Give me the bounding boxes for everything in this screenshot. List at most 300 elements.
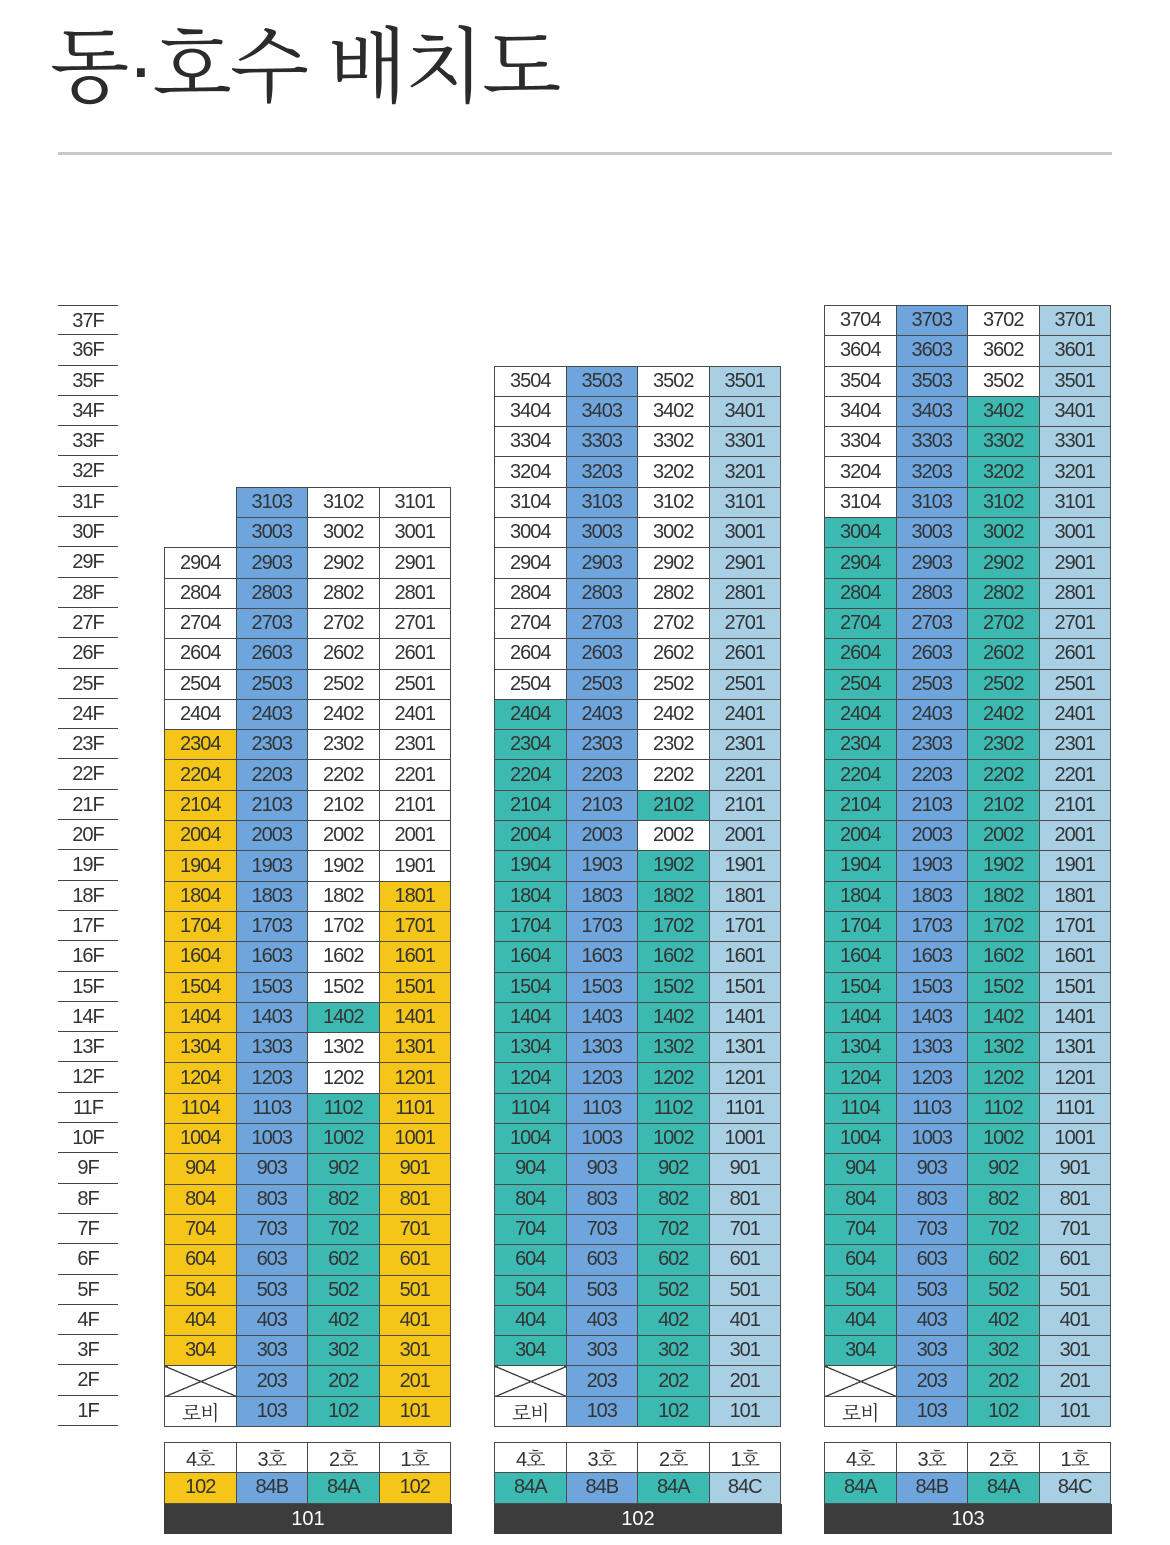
- unit-cell[interactable]: 2001: [709, 821, 781, 851]
- unit-cell[interactable]: 3602: [968, 336, 1040, 366]
- unit-cell[interactable]: 2403: [236, 699, 308, 729]
- unit-cell[interactable]: 2103: [896, 790, 968, 820]
- unit-cell[interactable]: 103: [236, 1396, 308, 1426]
- unit-cell[interactable]: 3102: [968, 487, 1040, 517]
- unit-cell[interactable]: 203: [896, 1366, 968, 1396]
- unit-cell[interactable]: 2302: [638, 730, 710, 760]
- unit-cell[interactable]: 2701: [1039, 608, 1111, 638]
- unit-cell[interactable]: 1104: [495, 1093, 567, 1123]
- unit-cell[interactable]: 2202: [308, 760, 380, 790]
- unit-cell[interactable]: 3103: [896, 487, 968, 517]
- unit-cell[interactable]: 1203: [236, 1063, 308, 1093]
- unit-cell[interactable]: 3502: [638, 366, 710, 396]
- unit-cell[interactable]: 1104: [165, 1093, 237, 1123]
- unit-cell[interactable]: 2003: [896, 821, 968, 851]
- unit-cell[interactable]: 3202: [968, 457, 1040, 487]
- unit-cell[interactable]: 3504: [495, 366, 567, 396]
- unit-cell[interactable]: 1703: [236, 911, 308, 941]
- unit-cell[interactable]: 2602: [638, 639, 710, 669]
- unit-cell[interactable]: 1604: [495, 942, 567, 972]
- unit-cell[interactable]: 1704: [495, 911, 567, 941]
- unit-cell[interactable]: 1502: [308, 972, 380, 1002]
- unit-cell[interactable]: 1001: [1039, 1124, 1111, 1154]
- unit-cell[interactable]: 502: [968, 1275, 1040, 1305]
- unit-cell[interactable]: 904: [825, 1154, 897, 1184]
- unit-cell[interactable]: 804: [495, 1184, 567, 1214]
- unit-cell[interactable]: 704: [495, 1214, 567, 1244]
- unit-cell[interactable]: 2902: [638, 548, 710, 578]
- unit-cell[interactable]: 3004: [825, 518, 897, 548]
- unit-cell[interactable]: 1902: [638, 851, 710, 881]
- unit-cell[interactable]: 303: [566, 1336, 638, 1366]
- unit-cell[interactable]: 901: [1039, 1154, 1111, 1184]
- unit-cell[interactable]: 504: [495, 1275, 567, 1305]
- unit-cell[interactable]: 1304: [495, 1033, 567, 1063]
- unit-cell[interactable]: 102: [638, 1396, 710, 1426]
- unit-cell[interactable]: 1501: [709, 972, 781, 1002]
- unit-cell[interactable]: 1801: [709, 881, 781, 911]
- unit-cell[interactable]: 3403: [566, 396, 638, 426]
- unit-cell[interactable]: 102: [968, 1396, 1040, 1426]
- unit-cell[interactable]: 603: [566, 1245, 638, 1275]
- unit-cell[interactable]: 203: [236, 1366, 308, 1396]
- unit-cell[interactable]: 2001: [1039, 821, 1111, 851]
- unit-cell[interactable]: 1302: [968, 1033, 1040, 1063]
- unit-cell[interactable]: 203: [566, 1366, 638, 1396]
- unit-cell[interactable]: 2404: [495, 699, 567, 729]
- unit-cell[interactable]: 2004: [495, 821, 567, 851]
- unit-cell[interactable]: 3701: [1039, 306, 1111, 336]
- unit-cell[interactable]: 1401: [709, 1002, 781, 1032]
- unit-cell[interactable]: 3502: [968, 366, 1040, 396]
- unit-cell[interactable]: 1804: [165, 881, 237, 911]
- unit-cell[interactable]: 2704: [165, 608, 237, 638]
- unit-cell[interactable]: 503: [896, 1275, 968, 1305]
- unit-cell[interactable]: 2802: [968, 578, 1040, 608]
- unit-cell[interactable]: 3504: [825, 366, 897, 396]
- unit-cell[interactable]: 2803: [896, 578, 968, 608]
- unit-cell[interactable]: 701: [709, 1214, 781, 1244]
- unit-cell[interactable]: 1101: [379, 1093, 451, 1123]
- unit-cell[interactable]: 1902: [968, 851, 1040, 881]
- unit-cell[interactable]: 704: [825, 1214, 897, 1244]
- unit-cell[interactable]: 2802: [308, 578, 380, 608]
- unit-cell[interactable]: 1603: [566, 942, 638, 972]
- unit-cell[interactable]: 502: [638, 1275, 710, 1305]
- unit-cell[interactable]: 904: [495, 1154, 567, 1184]
- unit-cell[interactable]: 901: [709, 1154, 781, 1184]
- unit-cell[interactable]: 3304: [495, 427, 567, 457]
- unit-cell[interactable]: 3201: [1039, 457, 1111, 487]
- unit-cell[interactable]: 2603: [236, 639, 308, 669]
- unit-cell[interactable]: 1202: [968, 1063, 1040, 1093]
- unit-cell[interactable]: 803: [566, 1184, 638, 1214]
- unit-cell[interactable]: 2701: [709, 608, 781, 638]
- unit-cell[interactable]: 2801: [379, 578, 451, 608]
- unit-cell[interactable]: 1103: [236, 1093, 308, 1123]
- unit-cell[interactable]: 801: [1039, 1184, 1111, 1214]
- unit-cell[interactable]: 1303: [236, 1033, 308, 1063]
- unit-cell[interactable]: 2401: [379, 699, 451, 729]
- unit-cell[interactable]: 703: [566, 1214, 638, 1244]
- unit-cell[interactable]: 3402: [968, 396, 1040, 426]
- unit-cell[interactable]: 2002: [968, 821, 1040, 851]
- unit-cell[interactable]: 2102: [638, 790, 710, 820]
- unit-cell[interactable]: 1903: [566, 851, 638, 881]
- unit-cell[interactable]: 2501: [379, 669, 451, 699]
- unit-cell[interactable]: 1003: [236, 1124, 308, 1154]
- unit-cell[interactable]: 1201: [379, 1063, 451, 1093]
- unit-cell[interactable]: 602: [638, 1245, 710, 1275]
- unit-cell[interactable]: 1002: [638, 1124, 710, 1154]
- unit-cell[interactable]: 101: [709, 1396, 781, 1426]
- unit-cell[interactable]: 2303: [896, 730, 968, 760]
- unit-cell[interactable]: 3001: [379, 518, 451, 548]
- unit-cell[interactable]: 3203: [566, 457, 638, 487]
- unit-cell[interactable]: 2804: [165, 578, 237, 608]
- unit-cell[interactable]: 2101: [1039, 790, 1111, 820]
- unit-cell[interactable]: 3603: [896, 336, 968, 366]
- unit-cell[interactable]: 1402: [968, 1002, 1040, 1032]
- unit-cell[interactable]: 703: [236, 1214, 308, 1244]
- unit-cell[interactable]: 2603: [896, 639, 968, 669]
- unit-cell[interactable]: 403: [236, 1305, 308, 1335]
- unit-cell[interactable]: 2903: [896, 548, 968, 578]
- unit-cell[interactable]: 1101: [1039, 1093, 1111, 1123]
- unit-cell[interactable]: 201: [379, 1366, 451, 1396]
- unit-cell[interactable]: 2502: [308, 669, 380, 699]
- unit-cell[interactable]: 2904: [495, 548, 567, 578]
- unit-cell[interactable]: 3101: [379, 487, 451, 517]
- unit-cell[interactable]: 1604: [165, 942, 237, 972]
- unit-cell[interactable]: 1204: [165, 1063, 237, 1093]
- unit-cell[interactable]: 2504: [165, 669, 237, 699]
- unit-cell[interactable]: 902: [308, 1154, 380, 1184]
- unit-cell[interactable]: 1503: [566, 972, 638, 1002]
- unit-cell[interactable]: 302: [638, 1336, 710, 1366]
- unit-cell[interactable]: 2802: [638, 578, 710, 608]
- unit-cell[interactable]: 103: [896, 1396, 968, 1426]
- unit-cell[interactable]: 2303: [236, 730, 308, 760]
- unit-cell[interactable]: 2201: [379, 760, 451, 790]
- unit-cell[interactable]: 2501: [1039, 669, 1111, 699]
- unit-cell[interactable]: 1601: [709, 942, 781, 972]
- unit-cell[interactable]: 601: [1039, 1245, 1111, 1275]
- unit-cell[interactable]: 2002: [638, 821, 710, 851]
- unit-cell[interactable]: 2304: [165, 730, 237, 760]
- unit-cell[interactable]: 1903: [236, 851, 308, 881]
- unit-cell[interactable]: 3002: [308, 518, 380, 548]
- unit-cell[interactable]: 1501: [379, 972, 451, 1002]
- unit-cell[interactable]: 102: [308, 1396, 380, 1426]
- unit-cell[interactable]: 903: [566, 1154, 638, 1184]
- unit-cell[interactable]: 904: [165, 1154, 237, 1184]
- unit-cell[interactable]: 2302: [968, 730, 1040, 760]
- unit-cell[interactable]: 2302: [308, 730, 380, 760]
- unit-cell[interactable]: 202: [968, 1366, 1040, 1396]
- unit-cell[interactable]: 1103: [566, 1093, 638, 1123]
- unit-cell[interactable]: 1803: [236, 881, 308, 911]
- unit-cell[interactable]: 2102: [308, 790, 380, 820]
- unit-cell[interactable]: 1701: [379, 911, 451, 941]
- unit-cell[interactable]: 1103: [896, 1093, 968, 1123]
- unit-cell[interactable]: 1304: [825, 1033, 897, 1063]
- unit-cell[interactable]: 1603: [896, 942, 968, 972]
- unit-cell[interactable]: 2402: [308, 699, 380, 729]
- unit-cell[interactable]: 702: [968, 1214, 1040, 1244]
- unit-cell[interactable]: 803: [896, 1184, 968, 1214]
- unit-cell[interactable]: 1601: [1039, 942, 1111, 972]
- unit-cell[interactable]: 801: [379, 1184, 451, 1214]
- unit-cell[interactable]: 2404: [825, 699, 897, 729]
- unit-cell[interactable]: 2401: [709, 699, 781, 729]
- unit-cell[interactable]: 303: [896, 1336, 968, 1366]
- unit-cell[interactable]: 3103: [566, 487, 638, 517]
- unit-cell[interactable]: 1304: [165, 1033, 237, 1063]
- unit-cell[interactable]: 3303: [566, 427, 638, 457]
- unit-cell[interactable]: 2204: [825, 760, 897, 790]
- unit-cell[interactable]: 3704: [825, 306, 897, 336]
- unit-cell[interactable]: 3201: [709, 457, 781, 487]
- unit-cell[interactable]: 3601: [1039, 336, 1111, 366]
- unit-cell[interactable]: 1403: [236, 1002, 308, 1032]
- unit-cell[interactable]: 3604: [825, 336, 897, 366]
- unit-cell[interactable]: 703: [896, 1214, 968, 1244]
- unit-cell[interactable]: 2901: [709, 548, 781, 578]
- unit-cell[interactable]: 402: [638, 1305, 710, 1335]
- unit-cell[interactable]: 1704: [165, 911, 237, 941]
- unit-cell[interactable]: 504: [825, 1275, 897, 1305]
- unit-cell[interactable]: 403: [566, 1305, 638, 1335]
- unit-cell[interactable]: 2501: [709, 669, 781, 699]
- unit-cell[interactable]: 801: [709, 1184, 781, 1214]
- unit-cell[interactable]: 503: [566, 1275, 638, 1305]
- unit-cell[interactable]: 2401: [1039, 699, 1111, 729]
- unit-cell[interactable]: 401: [1039, 1305, 1111, 1335]
- unit-cell[interactable]: 2503: [896, 669, 968, 699]
- unit-cell[interactable]: 1303: [566, 1033, 638, 1063]
- unit-cell[interactable]: 504: [165, 1275, 237, 1305]
- unit-cell[interactable]: 2603: [566, 639, 638, 669]
- unit-cell[interactable]: 1403: [566, 1002, 638, 1032]
- unit-cell[interactable]: 303: [236, 1336, 308, 1366]
- unit-cell[interactable]: 1404: [165, 1002, 237, 1032]
- unit-cell[interactable]: 2804: [495, 578, 567, 608]
- unit-cell[interactable]: 401: [709, 1305, 781, 1335]
- unit-cell[interactable]: 2704: [495, 608, 567, 638]
- unit-cell[interactable]: 1203: [896, 1063, 968, 1093]
- unit-cell[interactable]: 1503: [236, 972, 308, 1002]
- unit-cell[interactable]: 2104: [495, 790, 567, 820]
- unit-cell[interactable]: 1801: [379, 881, 451, 911]
- unit-cell[interactable]: 1803: [566, 881, 638, 911]
- unit-cell[interactable]: 1202: [308, 1063, 380, 1093]
- unit-cell[interactable]: 1003: [566, 1124, 638, 1154]
- unit-cell[interactable]: 903: [236, 1154, 308, 1184]
- unit-cell[interactable]: 3102: [308, 487, 380, 517]
- unit-cell[interactable]: 502: [308, 1275, 380, 1305]
- unit-cell[interactable]: 701: [379, 1214, 451, 1244]
- unit-cell[interactable]: 3002: [638, 518, 710, 548]
- unit-cell[interactable]: 604: [165, 1245, 237, 1275]
- unit-cell[interactable]: 704: [165, 1214, 237, 1244]
- unit-cell[interactable]: 2801: [1039, 578, 1111, 608]
- unit-cell[interactable]: 304: [165, 1336, 237, 1366]
- unit-cell[interactable]: 301: [1039, 1336, 1111, 1366]
- unit-cell[interactable]: 1903: [896, 851, 968, 881]
- unit-cell[interactable]: 1402: [308, 1002, 380, 1032]
- unit-cell[interactable]: 2502: [638, 669, 710, 699]
- unit-cell[interactable]: 1601: [379, 942, 451, 972]
- unit-cell[interactable]: 2203: [896, 760, 968, 790]
- unit-cell[interactable]: 2304: [495, 730, 567, 760]
- unit-cell[interactable]: 2703: [896, 608, 968, 638]
- unit-cell[interactable]: 3204: [825, 457, 897, 487]
- unit-cell[interactable]: 1501: [1039, 972, 1111, 1002]
- unit-cell[interactable]: 1402: [638, 1002, 710, 1032]
- unit-cell[interactable]: 1102: [308, 1093, 380, 1123]
- unit-cell[interactable]: 1504: [165, 972, 237, 1002]
- unit-cell[interactable]: 201: [709, 1366, 781, 1396]
- unit-cell[interactable]: 2303: [566, 730, 638, 760]
- unit-cell[interactable]: 2403: [566, 699, 638, 729]
- unit-cell[interactable]: 202: [308, 1366, 380, 1396]
- unit-cell[interactable]: 1804: [825, 881, 897, 911]
- unit-cell[interactable]: 2901: [1039, 548, 1111, 578]
- unit-cell[interactable]: 2803: [236, 578, 308, 608]
- unit-cell[interactable]: 802: [968, 1184, 1040, 1214]
- unit-cell[interactable]: 2602: [968, 639, 1040, 669]
- unit-cell[interactable]: 3002: [968, 518, 1040, 548]
- unit-cell[interactable]: 1401: [379, 1002, 451, 1032]
- unit-cell[interactable]: 3203: [896, 457, 968, 487]
- unit-cell[interactable]: 3101: [1039, 487, 1111, 517]
- unit-cell[interactable]: 1602: [308, 942, 380, 972]
- unit-cell[interactable]: 1503: [896, 972, 968, 1002]
- unit-cell[interactable]: 1701: [1039, 911, 1111, 941]
- unit-cell[interactable]: 1901: [709, 851, 781, 881]
- unit-cell[interactable]: 1902: [308, 851, 380, 881]
- unit-cell[interactable]: 2402: [638, 699, 710, 729]
- unit-cell[interactable]: 1003: [896, 1124, 968, 1154]
- unit-cell[interactable]: 2201: [709, 760, 781, 790]
- unit-cell[interactable]: 804: [825, 1184, 897, 1214]
- unit-cell[interactable]: 3301: [1039, 427, 1111, 457]
- unit-cell[interactable]: 402: [968, 1305, 1040, 1335]
- unit-cell[interactable]: 3401: [709, 396, 781, 426]
- unit-cell[interactable]: 702: [638, 1214, 710, 1244]
- unit-cell[interactable]: 1602: [968, 942, 1040, 972]
- unit-cell[interactable]: 2604: [825, 639, 897, 669]
- unit-cell[interactable]: 1702: [308, 911, 380, 941]
- unit-cell[interactable]: 604: [495, 1245, 567, 1275]
- unit-cell[interactable]: 1703: [896, 911, 968, 941]
- unit-cell[interactable]: 3003: [566, 518, 638, 548]
- unit-cell[interactable]: 302: [968, 1336, 1040, 1366]
- unit-cell[interactable]: 1301: [379, 1033, 451, 1063]
- unit-cell[interactable]: 501: [1039, 1275, 1111, 1305]
- unit-cell[interactable]: 3103: [236, 487, 308, 517]
- unit-cell[interactable]: 501: [709, 1275, 781, 1305]
- unit-cell[interactable]: 1904: [825, 851, 897, 881]
- unit-cell[interactable]: 1802: [968, 881, 1040, 911]
- unit-cell[interactable]: 3001: [709, 518, 781, 548]
- unit-cell[interactable]: 2301: [1039, 730, 1111, 760]
- unit-cell[interactable]: 1702: [968, 911, 1040, 941]
- unit-cell[interactable]: 902: [968, 1154, 1040, 1184]
- unit-cell[interactable]: 1204: [495, 1063, 567, 1093]
- unit-cell[interactable]: 1802: [638, 881, 710, 911]
- unit-cell[interactable]: 3301: [709, 427, 781, 457]
- unit-cell[interactable]: 2604: [165, 639, 237, 669]
- unit-cell[interactable]: 1603: [236, 942, 308, 972]
- unit-cell[interactable]: 3702: [968, 306, 1040, 336]
- unit-cell[interactable]: 1404: [825, 1002, 897, 1032]
- unit-cell[interactable]: 2601: [1039, 639, 1111, 669]
- unit-cell[interactable]: 2201: [1039, 760, 1111, 790]
- unit-cell[interactable]: 304: [495, 1336, 567, 1366]
- unit-cell[interactable]: 2904: [165, 548, 237, 578]
- unit-cell[interactable]: 1904: [165, 851, 237, 881]
- unit-cell[interactable]: 702: [308, 1214, 380, 1244]
- unit-cell[interactable]: 1403: [896, 1002, 968, 1032]
- unit-cell[interactable]: 1102: [638, 1093, 710, 1123]
- unit-cell[interactable]: 402: [308, 1305, 380, 1335]
- unit-cell[interactable]: 1901: [1039, 851, 1111, 881]
- unit-cell[interactable]: 1303: [896, 1033, 968, 1063]
- unit-cell[interactable]: 2004: [165, 821, 237, 851]
- unit-cell[interactable]: 1502: [968, 972, 1040, 1002]
- unit-cell[interactable]: 1504: [495, 972, 567, 1002]
- unit-cell[interactable]: 2503: [236, 669, 308, 699]
- unit-cell[interactable]: 603: [896, 1245, 968, 1275]
- unit-cell[interactable]: 802: [308, 1184, 380, 1214]
- unit-cell[interactable]: 2104: [825, 790, 897, 820]
- unit-cell[interactable]: 1801: [1039, 881, 1111, 911]
- unit-cell[interactable]: 2602: [308, 639, 380, 669]
- unit-cell[interactable]: 2503: [566, 669, 638, 699]
- unit-cell[interactable]: 1901: [379, 851, 451, 881]
- unit-cell[interactable]: 1301: [709, 1033, 781, 1063]
- unit-cell[interactable]: 1302: [308, 1033, 380, 1063]
- unit-cell[interactable]: 2703: [236, 608, 308, 638]
- unit-cell[interactable]: 103: [566, 1396, 638, 1426]
- unit-cell[interactable]: 3703: [896, 306, 968, 336]
- unit-cell[interactable]: 604: [825, 1245, 897, 1275]
- unit-cell[interactable]: 1202: [638, 1063, 710, 1093]
- unit-cell[interactable]: 2803: [566, 578, 638, 608]
- unit-cell[interactable]: 3302: [968, 427, 1040, 457]
- unit-cell[interactable]: 2203: [236, 760, 308, 790]
- unit-cell[interactable]: 1701: [709, 911, 781, 941]
- unit-cell[interactable]: 2601: [709, 639, 781, 669]
- unit-cell[interactable]: 2101: [379, 790, 451, 820]
- unit-cell[interactable]: 2701: [379, 608, 451, 638]
- unit-cell[interactable]: 3402: [638, 396, 710, 426]
- unit-cell[interactable]: 2204: [165, 760, 237, 790]
- unit-cell[interactable]: 2404: [165, 699, 237, 729]
- unit-cell[interactable]: 403: [896, 1305, 968, 1335]
- unit-cell[interactable]: 2004: [825, 821, 897, 851]
- unit-cell[interactable]: 404: [165, 1305, 237, 1335]
- unit-cell[interactable]: 101: [1039, 1396, 1111, 1426]
- unit-cell[interactable]: 601: [709, 1245, 781, 1275]
- unit-cell[interactable]: 1102: [968, 1093, 1040, 1123]
- unit-cell[interactable]: 201: [1039, 1366, 1111, 1396]
- unit-cell[interactable]: 901: [379, 1154, 451, 1184]
- unit-cell[interactable]: 1302: [638, 1033, 710, 1063]
- unit-cell[interactable]: 2504: [825, 669, 897, 699]
